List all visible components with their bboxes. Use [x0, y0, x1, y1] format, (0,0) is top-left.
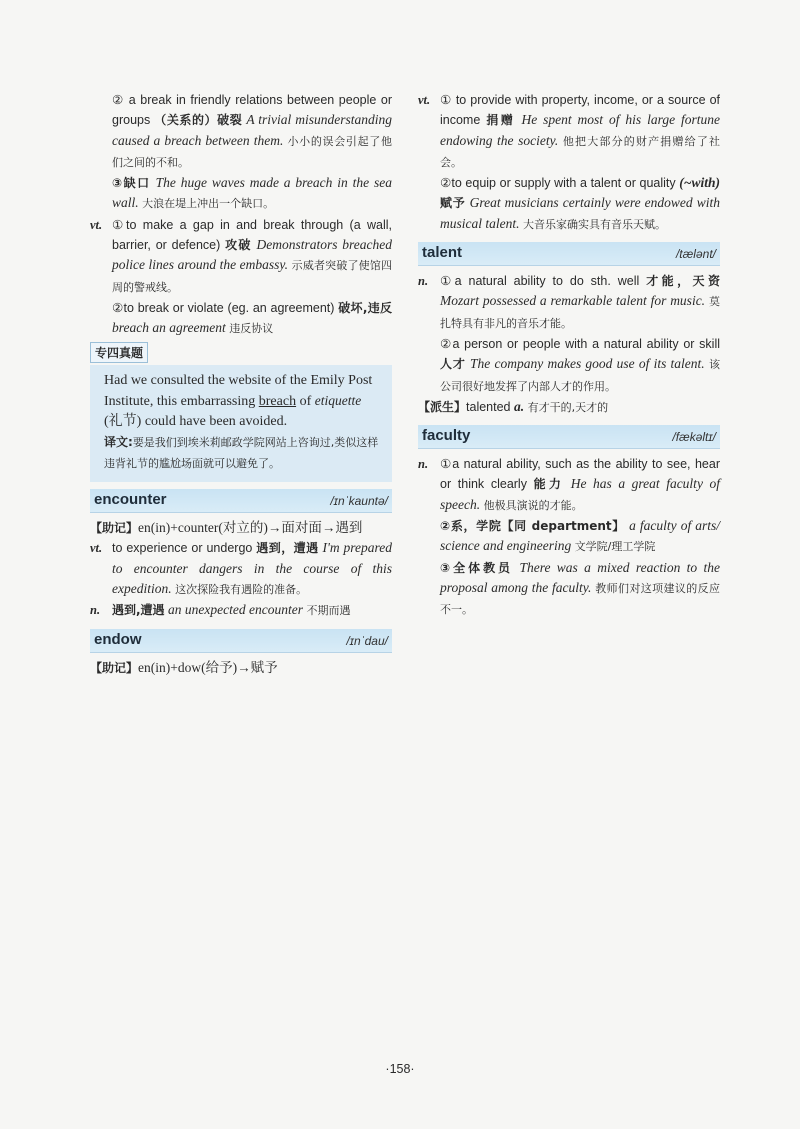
part-of-speech: a. [513, 398, 525, 414]
faculty-n-sense-3 [418, 558, 720, 621]
part-of-speech: vt. [90, 217, 103, 232]
headword-bar-faculty [418, 425, 720, 449]
example-translation: 教师们对这项建议的反应不一。 [440, 581, 720, 617]
headword: encounter [94, 491, 167, 509]
right-column [418, 90, 720, 621]
chinese-gloss: ②系，学院【同 department】 [440, 519, 625, 534]
chinese-gloss: 人才 [440, 357, 466, 372]
page-number: ·158· [385, 1062, 415, 1076]
faculty-n-sense-1 [418, 454, 720, 516]
example-translation: 文学院/理工学院 [574, 540, 656, 554]
phonetic: /fækəltɪ/ [672, 430, 716, 445]
exam-text: of [299, 393, 312, 409]
chinese-gloss: 赋予 [440, 196, 466, 211]
example-sentence: an unexpected encounter [168, 602, 303, 618]
definition-text: ②to break or violate (eg. an agreement) [112, 300, 335, 315]
faculty-n-sense-2 [418, 516, 720, 558]
left-column [90, 90, 392, 678]
part-of-speech: vt. [418, 93, 431, 107]
headword: endow [94, 630, 142, 648]
chinese-gloss: ③全体教员 [440, 560, 514, 575]
chinese-gloss: ③缺口 [112, 176, 151, 191]
talent-derivative [418, 397, 720, 418]
breach-sense-3 [90, 173, 392, 215]
example-sentence: Great musicians certainly were endowed with musical talent. [440, 195, 720, 231]
exam-translation: 要是我们到埃米莉邮政学院网站上咨询过,类似这样违背礼节的尴尬场面就可以避免了。 [104, 436, 379, 470]
derivative-word: talented [466, 399, 511, 414]
example-sentence: The company makes good use of its talent. [470, 356, 705, 372]
chinese-gloss: 捐赠 [486, 113, 516, 128]
definition-text: to experience or undergo [112, 541, 253, 556]
example-sentence: Mozart possessed a remarkable talent for music. [440, 293, 706, 309]
exam-box [90, 365, 392, 482]
definition-text: ① to provide with property, income, or a source of income [440, 93, 720, 128]
phonetic: /ɪnˈdau/ [346, 633, 388, 648]
exam-text: Had we consulted the website of the Emily Post Institute, this embarrassing [104, 372, 373, 409]
example-translation: 大音乐家确实具有音乐天赋。 [522, 217, 666, 231]
example-sentence: He has a great faculty of speech. [440, 476, 720, 512]
chinese-gloss: （关系的）破裂 [154, 113, 243, 128]
headword-bar-endow [90, 629, 392, 653]
example-translation: 小小的误会引起了他们之间的不和。 [112, 134, 392, 169]
example-sentence: breach an agreement [112, 320, 226, 336]
mnemonic-text: en(in)+counter(对立的)→面对面→遇到 [138, 520, 363, 536]
chinese-gloss: 破坏,违反 [338, 300, 392, 315]
example-sentence: Demonstrators breached police lines around the embassy. [112, 237, 392, 273]
example-translation: 不期而遇 [306, 604, 351, 618]
breach-vt-sense-1 [90, 215, 392, 298]
example-translation: 他把大部分的财产捐赠给了社会。 [440, 134, 720, 169]
part-of-speech: vt. [90, 541, 103, 556]
breach-sense-2 [90, 90, 392, 173]
phonetic: /tælənt/ [675, 247, 716, 262]
breach-vt-sense-2 [90, 298, 392, 340]
definition-text: ①a natural ability, such as the ability to see, hear or think clearly [440, 457, 720, 492]
definition-text: ①to make a gap in and break through (a wall, barrier, or defence) [112, 217, 392, 253]
endow-mnemonic [90, 658, 392, 678]
endow-vt-sense-1 [418, 90, 720, 173]
chinese-gloss: 遇到，遭遇 [256, 541, 319, 556]
example-sentence: I'm prepared to encounter dangers in the course of this expedition. [112, 540, 392, 596]
example-translation: 他极具演说的才能。 [483, 498, 583, 512]
headword: faculty [422, 427, 471, 445]
chinese-gloss: 才能，天资 [646, 274, 720, 289]
example-translation: 这次探险我有遇险的准备。 [175, 582, 308, 596]
endow-vt-sense-2 [418, 173, 720, 235]
example-sentence: He spent most of his large fortune endowing the society. [440, 112, 720, 148]
mnemonic-label: 【助记】 [90, 521, 139, 536]
phonetic: /ɪnˈkauntə/ [330, 494, 388, 509]
headword-bar-talent [418, 242, 720, 266]
example-sentence: The huge waves made a breach in the sea wall. [112, 175, 392, 211]
encounter-mnemonic [90, 518, 392, 538]
example-translation: 违反协议 [229, 322, 274, 336]
exam-box-label: 专四真题 [90, 342, 148, 363]
chinese-gloss: 遇到,遭遇 [112, 603, 165, 618]
translation-label: 译文: [104, 435, 133, 450]
definition-text: ②a person or people with a natural ability or skill [440, 336, 720, 351]
headword: talent [422, 244, 463, 262]
exam-keyword: breach [258, 393, 297, 409]
mnemonic-text: en(in)+dow(给予)→赋予 [138, 659, 278, 675]
mnemonic-label: 【助记】 [90, 660, 139, 675]
chinese-gloss: 有才干的,天才的 [527, 400, 609, 414]
part-of-speech: n. [418, 274, 429, 289]
example-sentence: A trivial misunderstanding caused a breach between them. [112, 112, 392, 148]
derivative-label: 【派生】 [418, 399, 467, 414]
definition-text: ② a break in friendly relations between people or groups [112, 93, 392, 128]
talent-n-sense-2 [418, 334, 720, 397]
example-translation: 该公司很好地发挥了内部人才的作用。 [440, 358, 720, 393]
chinese-gloss: 能力 [533, 477, 565, 492]
example-sentence: a faculty of arts/ science and engineering [440, 518, 720, 554]
collocation: (~with) [679, 175, 720, 191]
definition-text: ①a natural ability to do sth. well [440, 274, 640, 289]
example-translation: 莫扎特具有非凡的音乐才能。 [440, 295, 720, 330]
encounter-vt [90, 538, 392, 600]
exam-text: (礼节) could have been avoided. [104, 414, 288, 430]
example-translation: 示威者突破了使馆四周的警戒线。 [112, 259, 392, 294]
part-of-speech: n. [418, 457, 429, 472]
exam-term: etiquette [314, 392, 362, 408]
encounter-n [90, 600, 392, 621]
headword-bar-encounter [90, 489, 392, 513]
talent-n-sense-1 [418, 271, 720, 334]
example-sentence: There was a mixed reaction to the proposal among the faculty. [440, 559, 720, 595]
example-translation: 大浪在堤上冲出一个缺口。 [142, 197, 275, 211]
chinese-gloss: 攻破 [225, 238, 252, 253]
definition-text: ②to equip or supply with a talent or quality [440, 176, 676, 191]
part-of-speech: n. [90, 603, 101, 618]
